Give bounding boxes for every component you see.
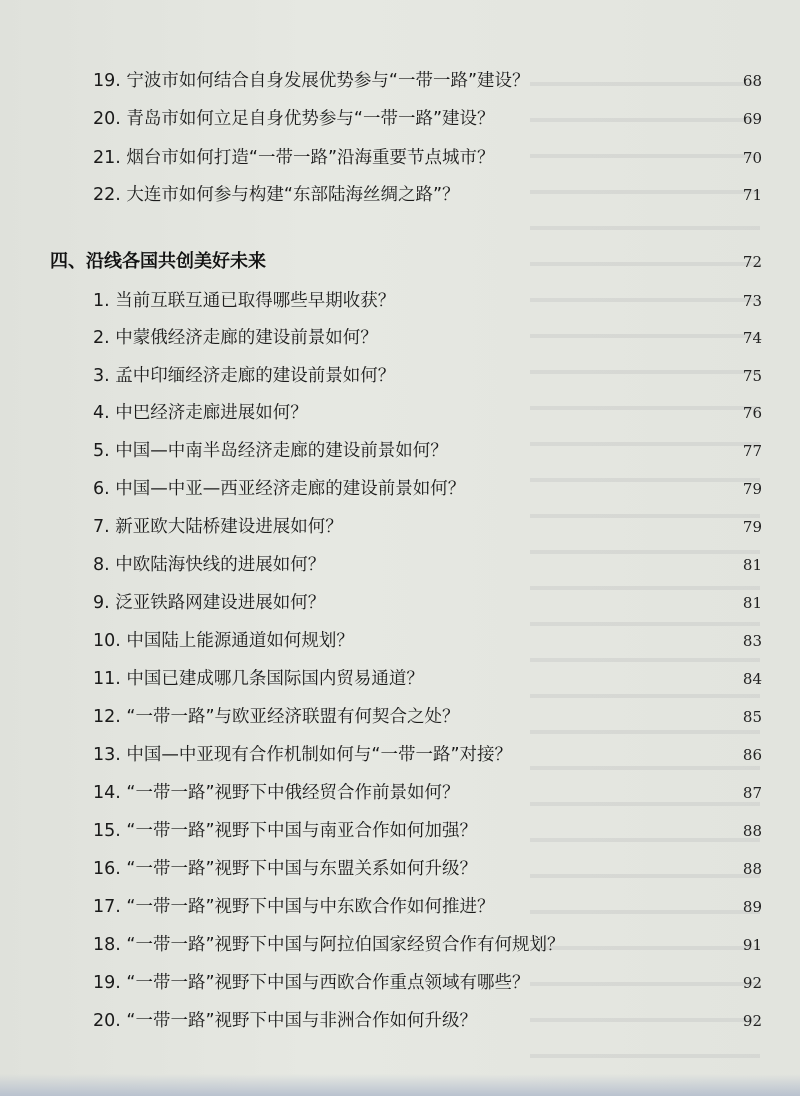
- toc-entry-page: 70: [742, 149, 762, 167]
- toc-entry: [0, 778, 800, 808]
- toc-entry-title: 15. “一带一路”视野下中国与南亚合作如何加强？: [93, 821, 478, 841]
- toc-entry: [0, 143, 800, 173]
- toc-entry-page: 84: [742, 670, 762, 688]
- toc-entry: [0, 550, 800, 580]
- toc-entry: [0, 361, 800, 391]
- toc-entry-title: 1. 当前互联互通已取得哪些早期收获？: [93, 291, 396, 311]
- toc-entry-title: 17. “一带一路”视野下中国与中东欧合作如何推进？: [93, 897, 495, 917]
- toc-entry-page: 68: [742, 72, 762, 90]
- toc-entry: [0, 180, 800, 210]
- toc-entry-page: 76: [742, 404, 762, 422]
- toc-entry-title: 11. 中国已建成哪几条国际国内贸易通道？: [93, 669, 424, 689]
- toc-entry-page: 92: [742, 974, 762, 992]
- toc-entry-page: 86: [742, 746, 762, 764]
- toc-entry-page: 83: [742, 632, 762, 650]
- toc-entry-title: 20. 青岛市如何立足自身优势参与“一带一路”建设？: [93, 109, 495, 129]
- toc-entry-title: 2. 中蒙俄经济走廊的建设前景如何？: [93, 328, 378, 348]
- toc-entry: [0, 588, 800, 618]
- toc-entry-page: 77: [742, 442, 762, 460]
- toc-entry: [0, 323, 800, 353]
- toc-entry-page: 92: [742, 1012, 762, 1030]
- toc-entry: [0, 512, 800, 542]
- toc-entry: [0, 436, 800, 466]
- toc-entry: [0, 892, 800, 922]
- toc-entry: [0, 66, 800, 96]
- toc-entry: [0, 740, 800, 770]
- toc-entry: [0, 854, 800, 884]
- toc-entry-page: 88: [742, 822, 762, 840]
- toc-entry: [0, 664, 800, 694]
- toc-entry-page: 73: [742, 292, 762, 310]
- toc-entry-page: 79: [742, 518, 762, 536]
- toc-entry-title: 9. 泛亚铁路网建设进展如何？: [93, 593, 326, 613]
- toc-entry-page: 79: [742, 480, 762, 498]
- toc-entry-title: 16. “一带一路”视野下中国与东盟关系如何升级？: [93, 859, 478, 879]
- toc-entry: [0, 1006, 800, 1036]
- toc-entry-title: 4. 中巴经济走廊进展如何？: [93, 403, 308, 423]
- page-edge-shadow: [0, 1074, 800, 1096]
- toc-entry-title: 19. 宁波市如何结合自身发展优势参与“一带一路”建设？: [93, 71, 530, 91]
- toc-entry-page: 71: [742, 186, 762, 204]
- toc-entry: [0, 968, 800, 998]
- toc-entry-page: 87: [742, 784, 762, 802]
- toc-entry-title: 14. “一带一路”视野下中俄经贸合作前景如何？: [93, 783, 460, 803]
- toc-entry-title: 5. 中国—中南半岛经济走廊的建设前景如何？: [93, 441, 448, 461]
- toc-entry-page: 89: [742, 898, 762, 916]
- toc-entry: [0, 626, 800, 656]
- toc-entry-title: 13. 中国—中亚现有合作机制如何与“一带一路”对接？: [93, 745, 513, 765]
- toc-entry-title: 19. “一带一路”视野下中国与西欧合作重点领域有哪些？: [93, 973, 530, 993]
- toc-entry-page: 69: [742, 110, 762, 128]
- toc-entry: [0, 398, 800, 428]
- toc-entry-title: 12. “一带一路”与欧亚经济联盟有何契合之处？: [93, 707, 460, 727]
- toc-entry-title: 20. “一带一路”视野下中国与非洲合作如何升级？: [93, 1011, 478, 1031]
- toc-entry-page: 85: [742, 708, 762, 726]
- toc-entry-title: 18. “一带一路”视野下中国与阿拉伯国家经贸合作有何规划？: [93, 935, 565, 955]
- toc-entry: [0, 816, 800, 846]
- toc-entry-title: 6. 中国—中亚—西亚经济走廊的建设前景如何？: [93, 479, 466, 499]
- toc-entry-title: 8. 中欧陆海快线的进展如何？: [93, 555, 326, 575]
- toc-entry: [0, 930, 800, 960]
- toc-entry-page: 81: [742, 594, 762, 612]
- section-page: 72: [742, 253, 762, 271]
- toc-entry-title: 10. 中国陆上能源通道如何规划？: [93, 631, 354, 651]
- toc-entry-page: 74: [742, 329, 762, 347]
- toc-entry: [0, 474, 800, 504]
- toc-entry-page: 75: [742, 367, 762, 385]
- toc-entry-title: 22. 大连市如何参与构建“东部陆海丝绸之路”？: [93, 185, 460, 205]
- toc-entry-page: 91: [742, 936, 762, 954]
- section-title: 四、沿线各国共创美好未来: [50, 251, 266, 272]
- toc-entry-page: 88: [742, 860, 762, 878]
- toc-entry-title: 7. 新亚欧大陆桥建设进展如何？: [93, 517, 343, 537]
- toc-entry-title: 3. 孟中印缅经济走廊的建设前景如何？: [93, 366, 396, 386]
- toc-entry: [0, 104, 800, 134]
- toc-entry-page: 81: [742, 556, 762, 574]
- section-heading: [0, 247, 800, 277]
- toc-entry: [0, 702, 800, 732]
- toc-entry: [0, 286, 800, 316]
- toc-entry-title: 21. 烟台市如何打造“一带一路”沿海重要节点城市？: [93, 148, 495, 168]
